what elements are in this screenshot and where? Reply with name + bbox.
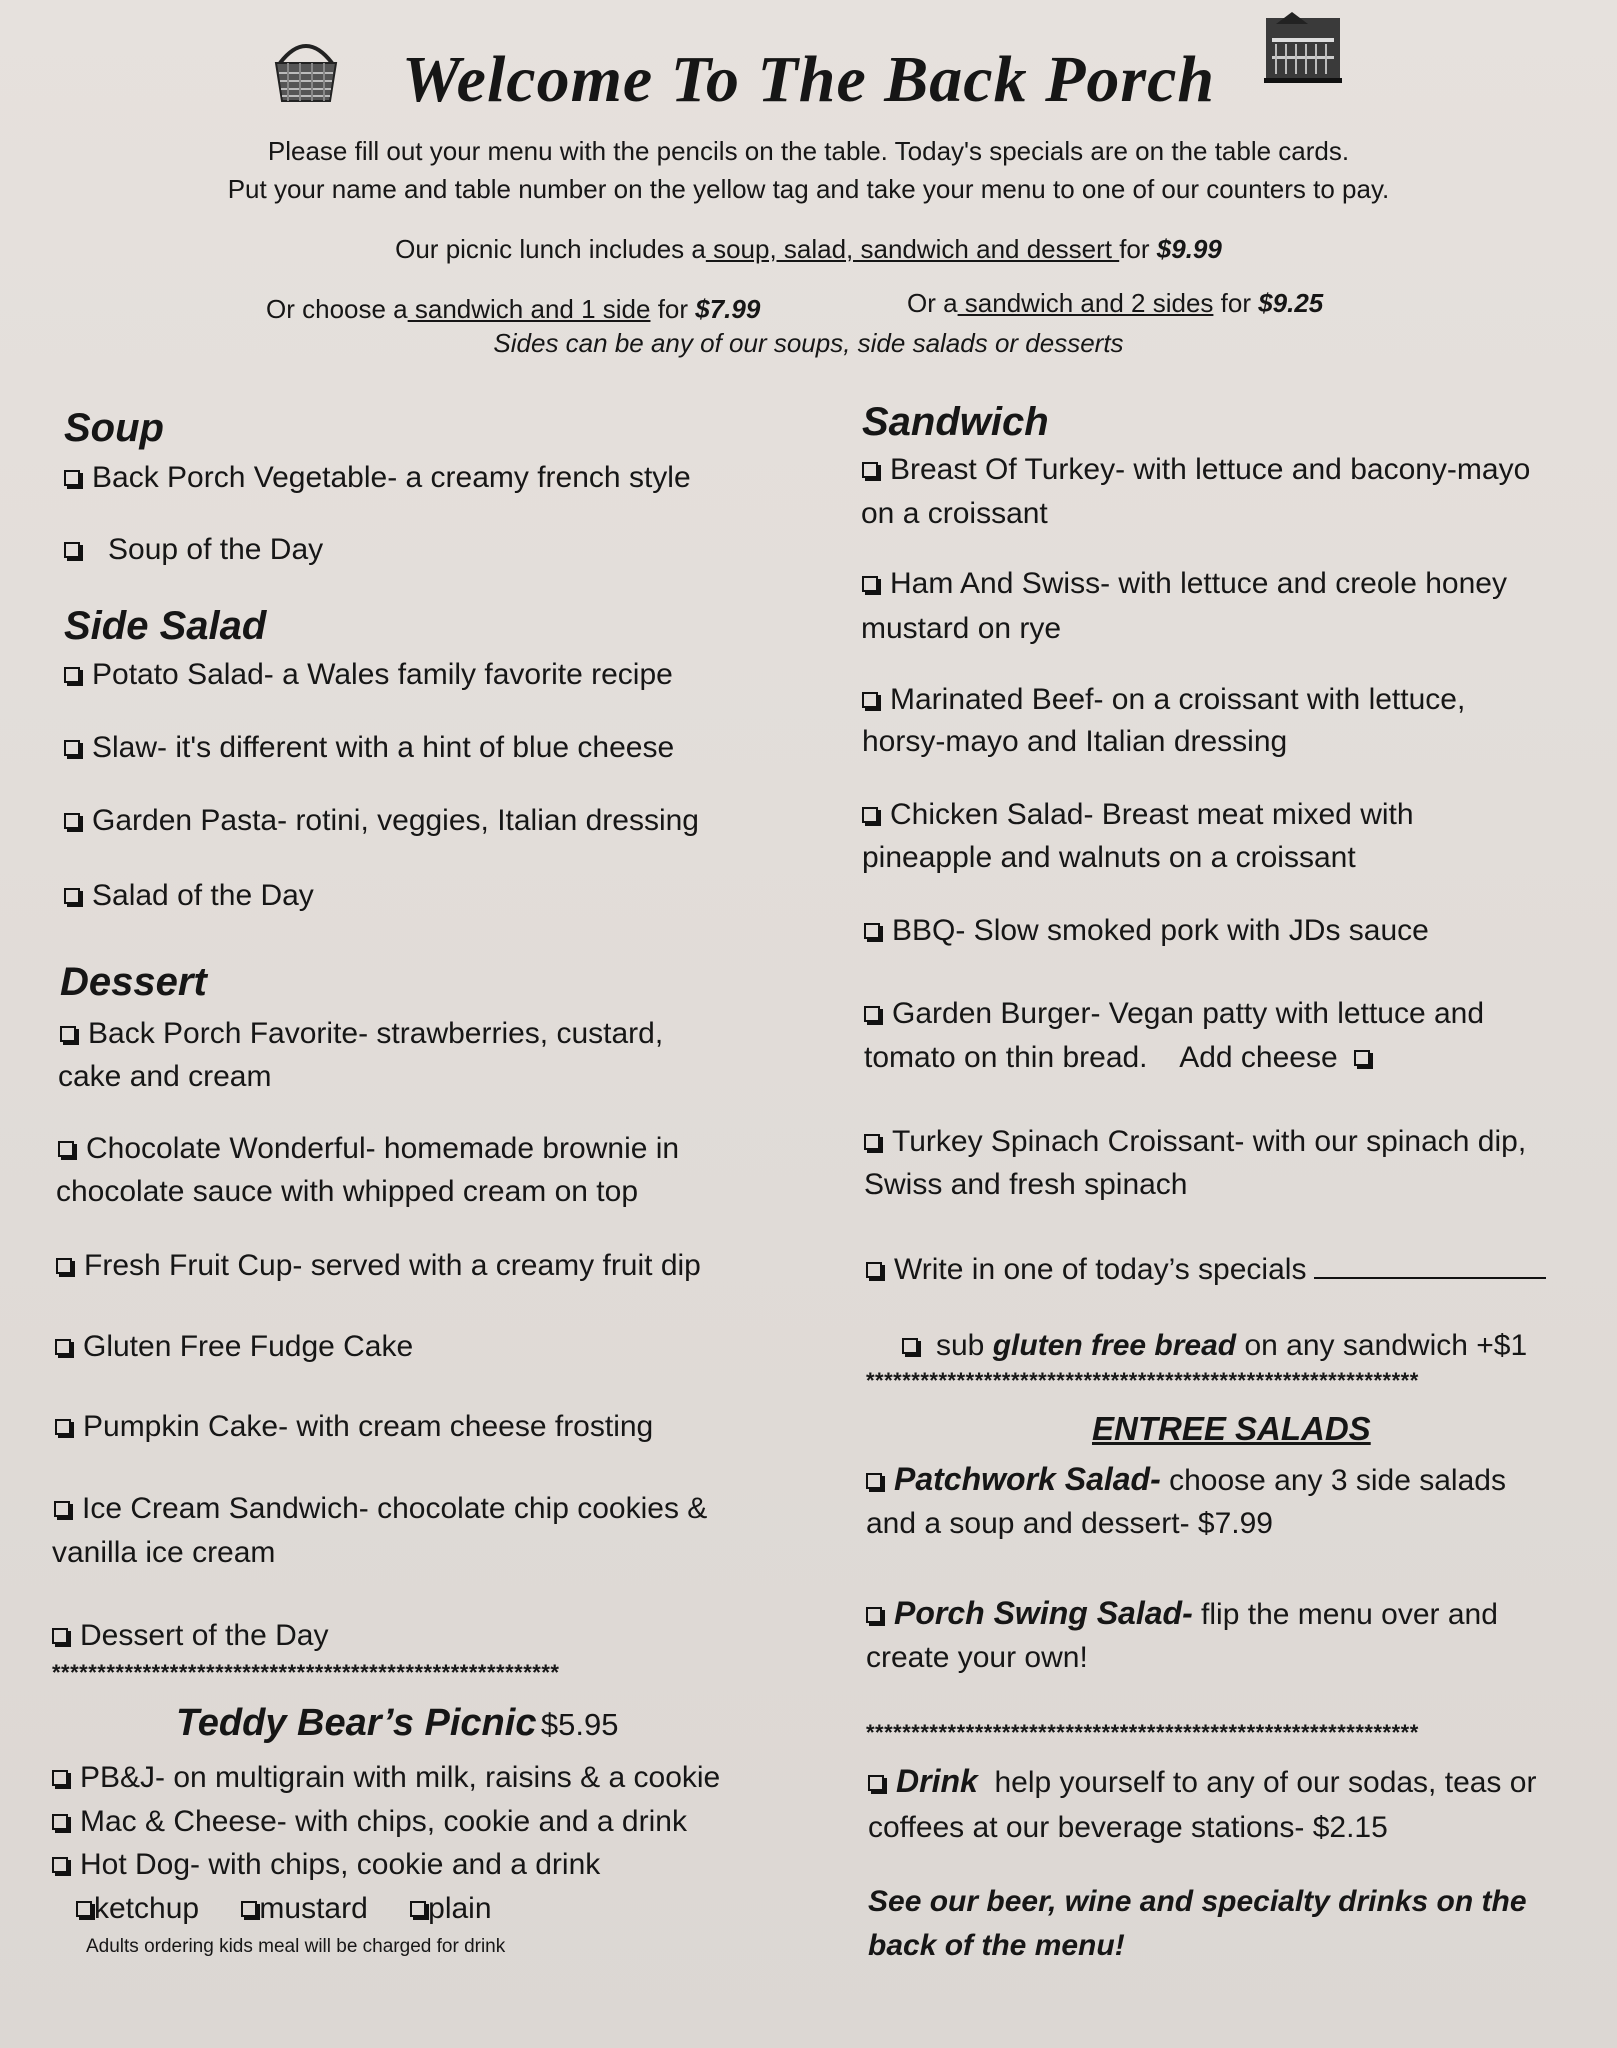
dessert-item-label: Back Porch Favorite- strawberries, custard, <box>88 1017 664 1050</box>
checkbox[interactable] <box>54 1501 70 1517</box>
gluten-free-bread: gluten free bread <box>992 1329 1237 1362</box>
drink-item[interactable] <box>868 1760 1536 1804</box>
sandwich-item-label: BBQ- Slow smoked pork with JDs sauce <box>892 914 1429 947</box>
gluten-free-prefix: sub <box>936 1329 993 1362</box>
intro-line-2: Put your name and table number on the yellow tag and take your menu to one of our counters to pay. <box>227 174 1390 204</box>
dessert-item-continued: vanilla ice cream <box>52 1536 276 1569</box>
add-cheese-checkbox[interactable] <box>1354 1050 1370 1066</box>
option-label: mustard <box>259 1892 368 1925</box>
checkbox[interactable] <box>58 1141 74 1157</box>
drinks-note-line-1: See our beer, wine and specialty drinks on the <box>868 1885 1527 1918</box>
sandwich-item-continued: Swiss and fresh spinach <box>864 1168 1188 1201</box>
dessert-item[interactable] <box>52 1614 328 1657</box>
kids-item[interactable] <box>52 1756 720 1799</box>
kids-item[interactable] <box>52 1800 687 1843</box>
checkbox[interactable] <box>52 1770 68 1786</box>
checkbox[interactable] <box>64 888 80 904</box>
sandwich-item[interactable] <box>864 1120 1526 1163</box>
option-two-sides <box>907 288 1323 319</box>
option-one-items: sandwich and 1 side <box>407 294 651 324</box>
checkbox[interactable] <box>76 1901 92 1917</box>
kids-item[interactable] <box>52 1843 600 1886</box>
picnic-offer-prefix: Our picnic lunch includes a <box>395 234 706 264</box>
side-salad-item[interactable] <box>64 799 699 842</box>
option-one-side <box>266 294 760 325</box>
kids-menu-heading <box>176 1702 619 1745</box>
side-salad-heading: Side Salad <box>64 604 267 648</box>
dessert-item[interactable] <box>54 1487 707 1530</box>
sandwich-item[interactable] <box>864 992 1484 1035</box>
checkbox[interactable] <box>868 1775 884 1791</box>
dessert-item[interactable] <box>60 1012 663 1055</box>
checkbox[interactable] <box>866 1473 882 1489</box>
side-salad-item[interactable] <box>64 726 674 769</box>
sandwich-item-continued: mustard on rye <box>861 612 1062 645</box>
sandwich-item-label: Turkey Spinach Croissant- with our spinach dip, <box>892 1125 1527 1158</box>
side-salad-item[interactable] <box>64 653 673 696</box>
soup-heading: Soup <box>64 406 164 450</box>
checkbox[interactable] <box>64 740 80 756</box>
sandwich-item-label: Chicken Salad- Breast meat mixed with <box>890 798 1414 831</box>
sandwich-item-continued: on a croissant <box>861 497 1048 530</box>
kids-item-label: Hot Dog- with chips, cookie and a drink <box>80 1848 601 1881</box>
drink-desc: help yourself to any of our sodas, teas or <box>977 1766 1537 1799</box>
kids-menu-note: Adults ordering kids meal will be charged for drink <box>86 1936 506 1957</box>
drinks-note-line-2: back of the menu! <box>868 1929 1125 1962</box>
checkbox[interactable] <box>410 1901 426 1917</box>
star-divider-right-bottom: ************************************************************* <box>866 1720 1419 1745</box>
intro-line-1: Please fill out your menu with the pencils on the table. Today's specials are on the table cards. <box>267 136 1350 166</box>
page-title: Welcome To The Back Porch <box>401 43 1216 116</box>
soup-item[interactable] <box>64 456 691 499</box>
entree-salad-item-continued: and a soup and dessert- $7.99 <box>866 1507 1273 1540</box>
gluten-free-suffix: on any sandwich +$1 <box>1236 1329 1528 1362</box>
checkbox[interactable] <box>866 1262 882 1278</box>
sandwich-item-continued: horsy-mayo and Italian dressing <box>862 725 1288 758</box>
option-two-items: sandwich and 2 sides <box>957 288 1214 318</box>
dessert-heading: Dessert <box>60 960 207 1004</box>
side-salad-item-label: Salad of the Day <box>92 879 314 912</box>
checkbox[interactable] <box>864 1134 880 1150</box>
checkbox[interactable] <box>56 1258 72 1274</box>
checkbox[interactable] <box>862 807 878 823</box>
dessert-item[interactable] <box>56 1244 701 1287</box>
gluten-free-option[interactable] <box>902 1324 1527 1367</box>
checkbox[interactable] <box>64 667 80 683</box>
option-one-prefix: Or choose a <box>266 294 408 324</box>
sandwich-item-label: Marinated Beef- on a croissant with lettuce, <box>890 683 1466 716</box>
picnic-offer-for: for <box>1119 234 1150 264</box>
checkbox[interactable] <box>864 1006 880 1022</box>
dessert-item-continued: chocolate sauce with whipped cream on top <box>56 1175 639 1208</box>
sandwich-item-continued-label: tomato on thin bread. Add cheese <box>864 1041 1338 1074</box>
option-plain[interactable] <box>410 1892 491 1925</box>
option-two-price: $9.25 <box>1258 288 1324 318</box>
kids-item-label: Mac & Cheese- with chips, cookie and a drink <box>80 1805 687 1838</box>
kids-menu-title: Teddy Bear’s Picnic <box>176 1702 537 1744</box>
soup-item-label: Soup of the Day <box>108 533 324 566</box>
checkbox[interactable] <box>864 923 880 939</box>
side-salad-item-label: Garden Pasta- rotini, veggies, Italian dressing <box>92 804 699 837</box>
side-salad-item-label: Slaw- it's different with a hint of blue cheese <box>92 731 675 764</box>
specials-label: Write in one of today’s specials <box>894 1253 1307 1286</box>
kids-menu-price: $5.95 <box>540 1707 619 1742</box>
picnic-offer-price: $9.99 <box>1156 234 1222 264</box>
write-in-line[interactable] <box>1314 1257 1546 1279</box>
option-two-for: for <box>1213 288 1259 318</box>
sandwich-item[interactable] <box>864 909 1429 952</box>
checkbox[interactable] <box>55 1339 71 1355</box>
option-mustard[interactable] <box>241 1892 367 1925</box>
checkbox[interactable] <box>866 1607 882 1623</box>
checkbox[interactable] <box>64 542 80 558</box>
checkbox[interactable] <box>52 1814 68 1830</box>
sandwich-item-label: Ham And Swiss- with lettuce and creole honey <box>890 567 1507 600</box>
specials-write-in[interactable] <box>866 1248 1546 1291</box>
checkbox[interactable] <box>862 576 878 592</box>
dessert-item-label: Ice Cream Sandwich- chocolate chip cookies & <box>82 1492 708 1525</box>
checkbox[interactable] <box>64 470 80 486</box>
patchwork-salad-name: Patchwork Salad- <box>894 1461 1161 1497</box>
option-one-price: $7.99 <box>695 294 761 324</box>
checkbox[interactable] <box>64 813 80 829</box>
option-label: plain <box>428 1892 492 1925</box>
dessert-item-label: Dessert of the Day <box>80 1619 329 1652</box>
sandwich-item[interactable] <box>862 678 1465 721</box>
option-two-prefix: Or a <box>907 288 958 318</box>
checkbox[interactable] <box>241 1901 257 1917</box>
checkbox[interactable] <box>60 1026 76 1042</box>
option-one-for: for <box>650 294 696 324</box>
option-ketchup[interactable] <box>76 1892 199 1925</box>
sandwich-item[interactable] <box>862 562 1507 605</box>
checkbox[interactable] <box>862 462 878 478</box>
porch-swing-salad-name: Porch Swing Salad- <box>894 1595 1193 1631</box>
sandwich-item[interactable] <box>862 448 1530 491</box>
sandwich-item-label: Garden Burger- Vegan patty with lettuce and <box>892 997 1485 1030</box>
picnic-offer <box>0 234 1617 265</box>
checkbox[interactable] <box>52 1628 68 1644</box>
checkbox[interactable] <box>55 1419 71 1435</box>
hot-dog-options <box>76 1887 492 1930</box>
sandwich-heading: Sandwich <box>862 400 1049 444</box>
sandwich-item[interactable] <box>862 793 1414 836</box>
side-salad-item[interactable] <box>64 874 314 917</box>
entree-salad-item[interactable] <box>866 1458 1506 1502</box>
sandwich-item-label: Breast Of Turkey- with lettuce and bacony-mayo <box>890 453 1531 486</box>
dessert-item-continued: cake and cream <box>58 1060 272 1093</box>
checkbox[interactable] <box>902 1338 918 1354</box>
kids-item-label: PB&J- on multigrain with milk, raisins & a cookie <box>80 1761 721 1794</box>
dessert-item[interactable] <box>55 1325 413 1368</box>
option-label: ketchup <box>94 1892 200 1925</box>
entree-salads-heading: ENTREE SALADS <box>1092 1410 1371 1447</box>
dessert-item-label: Pumpkin Cake- with cream cheese frosting <box>83 1410 654 1443</box>
drink-item-continued: coffees at our beverage stations- $2.15 <box>868 1811 1388 1844</box>
dessert-item-label: Fresh Fruit Cup- served with a creamy fruit dip <box>84 1249 701 1282</box>
porch-swing-salad-desc: flip the menu over and <box>1192 1598 1498 1631</box>
soup-item[interactable] <box>64 528 323 571</box>
entree-salad-item-continued: create your own! <box>866 1641 1088 1674</box>
star-divider-left: ******************************************************** <box>52 1660 560 1685</box>
side-salad-item-label: Potato Salad- a Wales family favorite recipe <box>92 658 673 691</box>
picnic-offer-items: soup, salad, sandwich and dessert <box>705 234 1120 264</box>
checkbox[interactable] <box>52 1857 68 1873</box>
dessert-item[interactable] <box>58 1127 679 1170</box>
checkbox[interactable] <box>862 692 878 708</box>
dessert-item-label: Gluten Free Fudge Cake <box>83 1330 414 1363</box>
sandwich-item-continued: pineapple and walnuts on a croissant <box>862 841 1356 874</box>
soup-item-label: Back Porch Vegetable- a creamy french style <box>92 461 691 494</box>
dessert-item[interactable] <box>55 1405 653 1448</box>
sides-note: Sides can be any of our soups, side salads or desserts <box>493 328 1124 358</box>
star-divider-right-top: ************************************************************* <box>866 1368 1419 1393</box>
patchwork-salad-desc: choose any 3 side salads <box>1160 1464 1506 1497</box>
dessert-item-label: Chocolate Wonderful- homemade brownie in <box>86 1132 680 1165</box>
drink-name: Drink <box>896 1763 978 1799</box>
entree-salad-item[interactable] <box>866 1592 1498 1636</box>
sandwich-item-continued <box>864 1036 1382 1079</box>
